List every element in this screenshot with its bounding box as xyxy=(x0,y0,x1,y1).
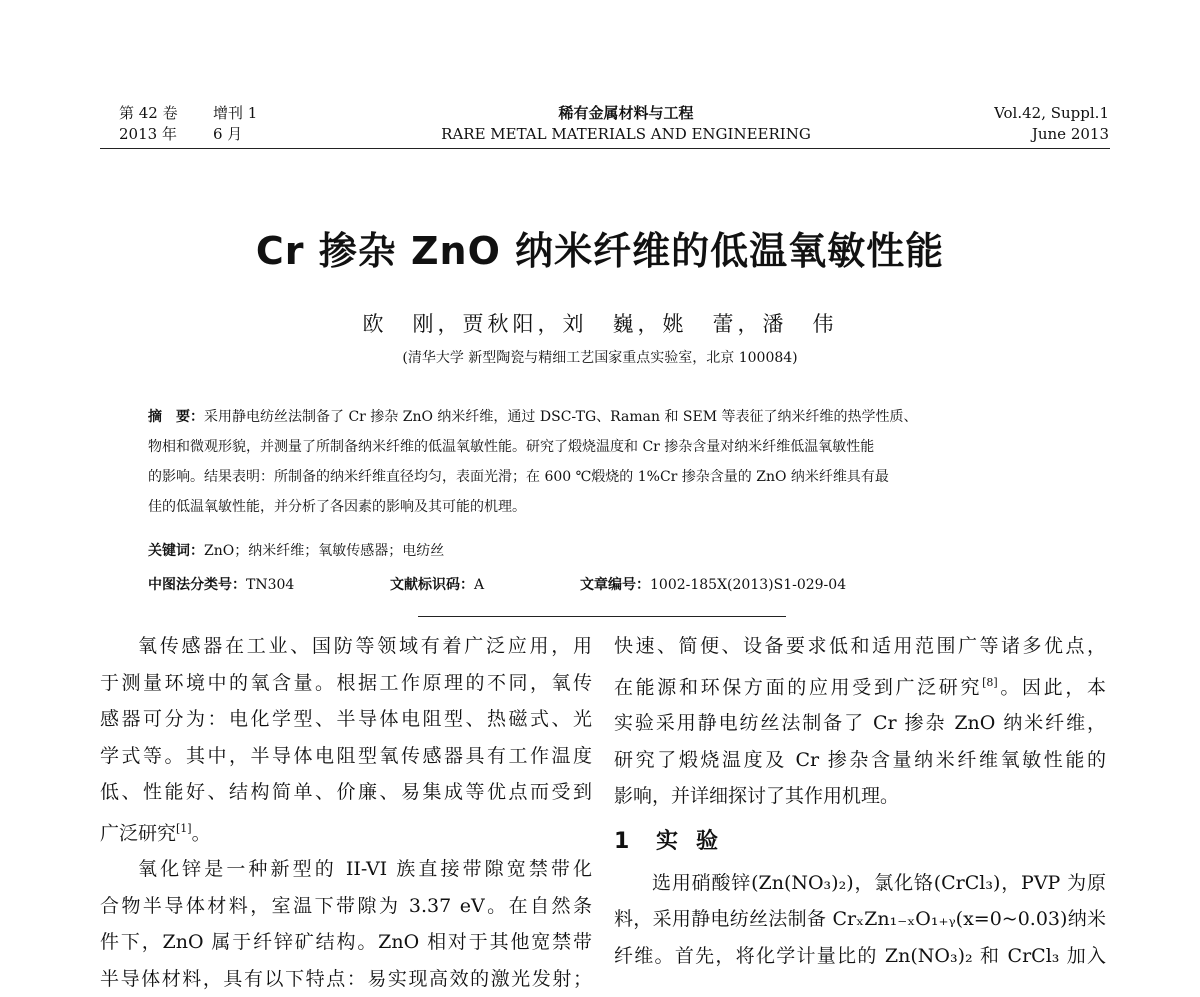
body-text: 广泛研究 xyxy=(100,821,177,844)
body-line: 低、性能好、结构简单、价廉、易集成等优点而受到 xyxy=(100,781,592,803)
volume-en: Vol.42, Suppl.1 xyxy=(994,104,1109,122)
body-line xyxy=(614,665,1106,706)
body-line: 氧化锌是一种新型的 II-VI 族直接带隙宽禁带化 xyxy=(138,858,592,881)
body-line: 快速、简便、设备要求低和适用范围广等诸多优点， xyxy=(614,635,1106,657)
paper-title: Cr 掺杂 ZnO 纳米纤维的低温氧敏性能 xyxy=(255,229,945,273)
abstract-label: 摘 要： xyxy=(148,409,204,425)
body-line: 研究了煅烧温度及 Cr 掺杂含量纳米纤维氧敏性能的 xyxy=(614,748,1106,771)
body-text: 。 xyxy=(191,821,211,844)
doc-code-label: 文献标识码： xyxy=(390,577,474,593)
abstract-line: 采用静电纺丝法制备了 Cr 掺杂 ZnO 纳米纤维，通过 DSC-TG、Raman 和 SEM 等表征了纳米纤维的热学性质、 xyxy=(204,409,918,425)
article-id-value: 1002-185X(2013)S1-029-04 xyxy=(650,577,847,593)
left-column xyxy=(100,628,592,997)
volume: 第 42 卷 xyxy=(119,104,178,122)
article-id-label: 文章编号： xyxy=(580,577,650,593)
body-line: 半导体材料，具有以下特点：易实现高效的激光发射； xyxy=(100,967,592,990)
body-line: 于测量环境中的氧含量。根据工作原理的不同，氧传 xyxy=(100,671,592,694)
abstract-line: 佳的低温氧敏性能，并分析了各因素的影响及其可能的机理。 xyxy=(148,499,526,515)
body-text: 。因此，本 xyxy=(997,675,1106,698)
journal-title-en: RARE METAL MATERIALS AND ENGINEERING xyxy=(441,125,811,143)
header-rule xyxy=(100,148,1110,149)
body-line: 料，采用静电纺丝法制备 CrₓZn₁₋ₓO₁₊ᵧ(x=0~0.03)纳米 xyxy=(614,908,1106,931)
date-en: June 2013 xyxy=(1031,125,1109,143)
body-text: 在能源和环保方面的应用受到广泛研究 xyxy=(614,675,983,698)
body-line: 感器可分为：电化学型、半导体电阻型、热磁式、光 xyxy=(100,708,592,730)
doc-code-value: A xyxy=(474,577,485,593)
keywords-value: ZnO；纳米纤维；氧敏传感器；电纺丝 xyxy=(204,543,445,559)
body-line: 学式等。其中，半导体电阻型氧传感器具有工作温度 xyxy=(100,744,592,767)
month: 6 月 xyxy=(213,125,243,143)
citation-ref: [8] xyxy=(982,675,998,689)
body-line: 氧传感器在工业、国防等领域有着广泛应用，用 xyxy=(138,635,592,657)
year: 2013 年 xyxy=(119,125,177,143)
body-line: 件下，ZnO 属于纤锌矿结构。ZnO 相对于其他宽禁带 xyxy=(100,931,592,954)
section-divider xyxy=(418,616,786,617)
right-column xyxy=(614,628,1106,974)
body-line: 实验采用静电纺丝法制备了 Cr 掺杂 ZnO 纳米纤维， xyxy=(614,712,1106,735)
body-line: 选用硝酸锌(Zn(NO₃)₂)，氯化铬(CrCl₃)，PVP 为原 xyxy=(652,871,1106,894)
abstract-line: 物相和微观形貌，并测量了所制备纳米纤维的低温氧敏性能。研究了煅烧温度和 Cr 掺杂含量对纳米纤维低温氧敏性能 xyxy=(148,439,875,455)
journal-title-cn: 稀有金属材料与工程 xyxy=(558,104,694,122)
author-list: 欧 刚，贾秋阳，刘 巍，姚 蕾，潘 伟 xyxy=(362,312,838,336)
clc-value: TN304 xyxy=(246,577,295,593)
section-heading xyxy=(614,815,1106,865)
citation-ref: [1] xyxy=(176,821,192,835)
affiliation: (清华大学 新型陶瓷与精细工艺国家重点实验室，北京 100084) xyxy=(402,350,798,366)
body-line: 纤维。首先，将化学计量比的 Zn(NO₃)₂ 和 CrCl₃ 加入 xyxy=(614,944,1106,967)
body-line: 合物半导体材料，室温下带隙为 3.37 eV。在自然条 xyxy=(100,894,592,917)
body-line: 影响，并详细探讨了其作用机理。 xyxy=(614,785,900,808)
body-line xyxy=(100,811,592,852)
clc-label: 中图法分类号： xyxy=(148,577,246,593)
keywords xyxy=(148,540,444,560)
abstract-line: 的影响。结果表明：所制备的纳米纤维直径均匀，表面光滑；在 600 ℃煅烧的 1%Cr 掺杂含量的 ZnO 纳米纤维具有最 xyxy=(148,469,889,485)
keywords-label: 关键词： xyxy=(148,543,204,559)
section-number: 1 xyxy=(614,828,630,854)
issue: 增刊 1 xyxy=(213,104,258,122)
section-title: 实验 xyxy=(656,828,737,854)
abstract xyxy=(148,402,1068,522)
